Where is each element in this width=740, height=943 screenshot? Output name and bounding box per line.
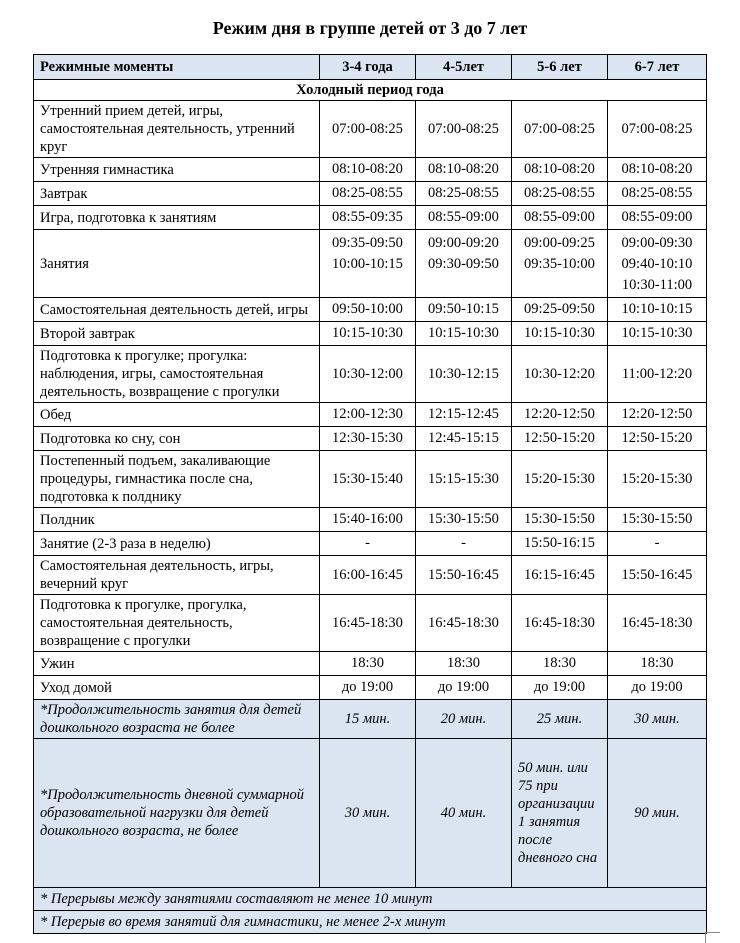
time-cell [416,508,512,532]
time-value: 16:45-18:30 [428,614,499,631]
time-value: 10:15-10:30 [428,325,499,341]
time-cell [512,508,608,532]
time-cell [608,652,707,676]
time-value: 16:45-18:30 [332,614,403,631]
period-row [34,80,707,101]
time-value: 10:15-10:30 [524,325,595,341]
time-value: 08:25-08:55 [428,185,499,201]
time-cell [416,298,512,322]
table-row [34,298,707,322]
note-value: 25 мин. [512,700,608,739]
row-label: Подготовка ко сну, сон [34,427,320,451]
table-row [34,427,707,451]
time-value: 18:30 [542,655,577,671]
row-label: Занятия [34,230,320,298]
time-cell [608,427,707,451]
time-cell [320,206,416,230]
table-row [34,532,707,556]
time-cell [512,101,608,158]
time-value: 16:00-16:45 [332,566,403,583]
time-cell [320,298,416,322]
row-label: Второй завтрак [34,322,320,346]
time-cell [608,230,707,298]
time-cell [416,322,512,346]
row-label: Обед [34,403,320,427]
time-value: 08:55-09:00 [524,209,595,225]
time-cell [320,595,416,652]
time-value: до 19:00 [533,679,586,695]
table-row [34,508,707,532]
time-cell [512,158,608,182]
time-cell [608,298,707,322]
table-row [34,346,707,403]
time-cell [608,508,707,532]
table-row [34,158,707,182]
note-value: 30 мин. [608,700,707,739]
time-value: 10:15-10:30 [621,325,693,341]
footnote-text: * Перерыв во время занятий для гимнастики, не менее 2-х минут [34,911,707,934]
table-row [34,595,707,652]
time-value: 15:50-16:15 [524,535,595,551]
time-value: 12:20-12:50 [524,406,595,422]
table-row [34,182,707,206]
footnote-row [34,911,707,934]
time-value: 09:40-10:10 [621,256,693,272]
time-value: 10:00-10:15 [332,256,403,272]
time-value: 15:50-16:45 [621,566,693,583]
time-cell [320,230,416,298]
time-cell [512,532,608,556]
time-value: 10:30-11:00 [621,277,693,293]
time-value: 08:10-08:20 [428,161,499,177]
note-value: 30 мин. [320,739,416,888]
time-cell [512,322,608,346]
note-value: 50 мин. или 75 при организации 1 занятия после дневного сна [512,739,608,888]
time-value: 08:25-08:55 [621,185,693,201]
time-cell [512,206,608,230]
time-value: 09:35-09:50 [332,235,403,251]
table-row [34,556,707,595]
time-cell [608,322,707,346]
time-value: 16:15-16:45 [524,566,595,583]
time-cell [608,556,707,595]
time-value: 18:30 [446,655,481,671]
time-value: 12:15-12:45 [428,406,499,422]
time-cell [320,346,416,403]
time-cell [512,595,608,652]
time-cell [320,182,416,206]
row-label: Подготовка к прогулке; прогулка: наблюдения, игры, самостоятельная деятельность, возвращение с прогулки [34,346,320,403]
row-label: Подготовка к прогулке, прогулка, самостоятельная деятельность, возвращение с прогулки [34,595,320,652]
table-row [34,230,707,298]
time-cell [416,532,512,556]
row-label: Ужин [34,652,320,676]
time-value: 15:15-15:30 [428,470,499,487]
time-value: 08:55-09:00 [621,209,693,225]
time-cell [416,403,512,427]
time-cell [416,451,512,508]
time-value: 07:00-08:25 [621,120,693,137]
row-label: Уход домой [34,676,320,700]
time-cell [320,556,416,595]
time-cell [416,676,512,700]
time-value: 08:55-09:35 [332,209,403,225]
time-value: 08:25-08:55 [332,185,403,201]
time-value: 15:20-15:30 [524,470,595,487]
time-value: 09:30-09:50 [428,256,499,272]
time-cell [608,451,707,508]
time-value: до 19:00 [437,679,490,695]
row-label: Утренняя гимнастика [34,158,320,182]
table-row [34,451,707,508]
time-value: 07:00-08:25 [332,120,403,137]
time-cell [320,403,416,427]
row-label: Игра, подготовка к занятиям [34,206,320,230]
page-corner-mark [705,932,720,943]
time-value: 09:00-09:20 [428,235,499,251]
time-cell [320,451,416,508]
time-value: 16:45-18:30 [621,614,693,631]
time-cell [320,508,416,532]
time-cell [416,652,512,676]
time-value: 11:00-12:20 [621,365,693,382]
footnote-text: * Перерывы между занятиями составляют не менее 10 минут [34,888,707,911]
time-cell [512,182,608,206]
time-value: 10:15-10:30 [332,325,403,341]
row-label: Занятие (2-3 раза в неделю) [34,532,320,556]
header-age: 5-6 лет [512,55,608,80]
time-cell [512,556,608,595]
time-value: 10:10-10:15 [621,301,693,317]
header-age: 3-4 года [320,55,416,80]
schedule-table [33,54,707,934]
time-cell [608,206,707,230]
time-value: 08:25-08:55 [524,185,595,201]
table-row [34,101,707,158]
row-label: Полдник [34,508,320,532]
time-cell [608,403,707,427]
note-value: 90 мин. [608,739,707,888]
time-value: 16:45-18:30 [524,614,595,631]
time-cell [608,158,707,182]
time-value: 08:55-09:00 [428,209,499,225]
time-cell [512,451,608,508]
time-value: - [365,535,370,551]
time-cell [512,652,608,676]
time-cell [608,101,707,158]
time-cell [320,158,416,182]
time-cell [416,346,512,403]
header-moments: Режимные моменты [34,55,320,80]
page-title: Режим дня в группе детей от 3 до 7 лет [212,18,528,38]
time-cell [416,182,512,206]
time-cell [416,427,512,451]
time-value: 08:10-08:20 [332,161,403,177]
time-value: 12:50-15:20 [621,430,693,446]
header-row [34,55,707,80]
time-cell [320,427,416,451]
time-value: 12:20-12:50 [621,406,693,422]
time-cell [320,676,416,700]
time-cell [512,403,608,427]
time-cell [512,676,608,700]
row-label: Завтрак [34,182,320,206]
time-value: 09:50-10:15 [428,301,499,317]
time-cell [608,676,707,700]
time-cell [320,652,416,676]
time-value: 15:30-15:50 [621,511,693,527]
row-label: Самостоятельная деятельность детей, игры [34,298,320,322]
time-value: до 19:00 [631,679,683,695]
time-value: 12:50-15:20 [524,430,595,446]
row-label: Самостоятельная деятельность, игры, вечерний круг [34,556,320,595]
time-value: 15:30-15:50 [524,511,595,527]
time-value: 15:30-15:40 [332,470,403,487]
time-cell [416,101,512,158]
time-value: 12:45-15:15 [428,430,499,446]
time-cell [512,427,608,451]
row-label: Утренний прием детей, игры, самостоятельная деятельность, утренний круг [34,101,320,158]
time-value: 09:35-10:00 [524,256,595,272]
note-value: 15 мин. [320,700,416,739]
time-value: 12:00-12:30 [332,406,403,422]
time-value: 09:00-09:25 [524,235,595,251]
time-cell [320,322,416,346]
time-cell [608,595,707,652]
table-row [34,652,707,676]
time-cell [608,346,707,403]
table-row [34,403,707,427]
time-value: 18:30 [640,655,674,671]
time-value: - [654,535,660,551]
table-row [34,676,707,700]
note-label: *Продолжительность занятия для детей дошкольного возраста не более [34,700,320,739]
table-row [34,206,707,230]
time-value: 15:40-16:00 [332,511,403,527]
row-label: Постепенный подъем, закаливающие процедуры, гимнастика после сна, подготовка к полднику [34,451,320,508]
footnote-row [34,888,707,911]
time-cell [416,158,512,182]
time-value: 08:10-08:20 [621,161,693,177]
note-value: 20 мин. [416,700,512,739]
note-row [34,739,707,888]
time-cell [608,532,707,556]
time-cell [416,595,512,652]
time-value: 07:00-08:25 [524,120,595,137]
time-value: 12:30-15:30 [332,430,403,446]
note-row [34,700,707,739]
time-value: 10:30-12:20 [524,365,595,382]
time-cell [608,182,707,206]
time-value: 09:00-09:30 [621,235,693,251]
time-value: 08:10-08:20 [524,161,595,177]
time-value: 15:30-15:50 [428,511,499,527]
note-label: *Продолжительность дневной суммарной образовательной нагрузки для детей дошкольного возраста, не более [34,739,320,888]
time-value: 09:25-09:50 [524,301,595,317]
time-value: - [461,535,466,551]
period-label: Холодный период года [34,80,707,101]
note-value: 40 мин. [416,739,512,888]
time-value: 07:00-08:25 [428,120,499,137]
time-value: до 19:00 [341,679,394,695]
time-cell [416,230,512,298]
table-row [34,322,707,346]
time-cell [416,206,512,230]
time-cell [416,556,512,595]
time-cell [512,230,608,298]
time-value: 09:50-10:00 [332,301,403,317]
time-cell [512,298,608,322]
header-age: 6-7 лет [608,55,707,80]
time-value: 10:30-12:15 [428,365,499,382]
time-value: 15:20-15:30 [621,470,693,487]
time-value: 18:30 [350,655,385,671]
time-value: 15:50-16:45 [428,566,499,583]
time-cell [512,346,608,403]
time-value: 10:30-12:00 [332,365,403,382]
time-cell [320,532,416,556]
header-age: 4-5лет [416,55,512,80]
time-cell [320,101,416,158]
